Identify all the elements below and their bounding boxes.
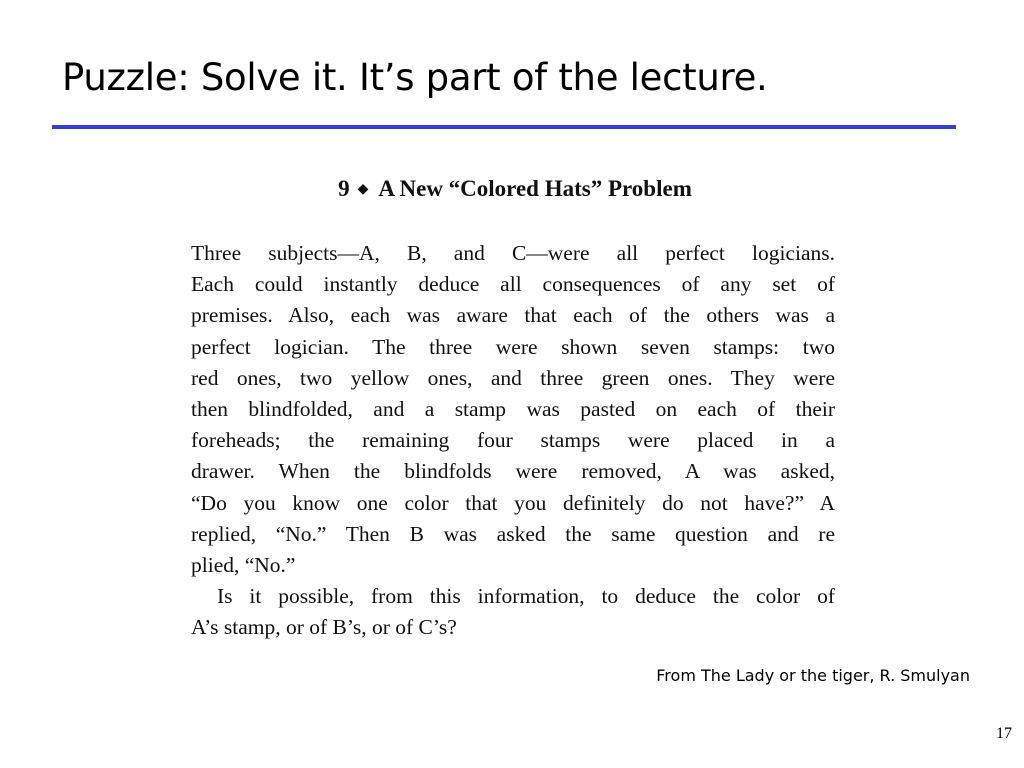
page-number: 17 — [996, 725, 1012, 742]
problem-text-line: then blindfolded, and a stamp was pasted on each of their — [191, 396, 835, 421]
problem-question-line: A’s stamp, or of B’s, or of C’s? — [191, 615, 457, 640]
problem-text-line: foreheads; the remaining four stamps were placed in a — [191, 428, 835, 453]
problem-heading — [185, 172, 845, 207]
problem-text-line: red ones, two yellow ones, and three green ones. They were — [191, 365, 835, 390]
problem-text-line: replied, “No.” Then B was asked the same question and re — [191, 521, 835, 546]
scanned-book-excerpt — [185, 168, 845, 648]
slide-title: Puzzle: Solve it. It’s part of the lecture. — [62, 56, 768, 99]
problem-text-line: premises. Also, each was aware that each of the others was a — [191, 303, 835, 328]
source-citation: From The Lady or the tiger, R. Smulyan — [656, 666, 970, 685]
problem-text-line: “Do you know one color that you definitely do not have?” A — [191, 490, 835, 515]
problem-text-line: plied, “No.” — [191, 552, 296, 577]
problem-text-line: perfect logician. The three were shown seven stamps: two — [191, 334, 835, 359]
problem-number: 9 — [338, 176, 350, 201]
problem-question-line: Is it possible, from this information, to deduce the color of — [217, 584, 835, 609]
problem-text-line: Each could instantly deduce all consequences of any set of — [191, 272, 835, 297]
title-underline — [52, 125, 956, 129]
problem-text-line: Three subjects—A, B, and C—were all perfect logicians. — [191, 241, 835, 265]
problem-text — [191, 238, 835, 643]
problem-text-line: drawer. When the blindfolds were removed, A was asked, — [191, 459, 835, 484]
problem-title: A New “Colored Hats” Problem — [378, 176, 692, 201]
diamond-bullet-icon: ◆ — [357, 182, 369, 197]
